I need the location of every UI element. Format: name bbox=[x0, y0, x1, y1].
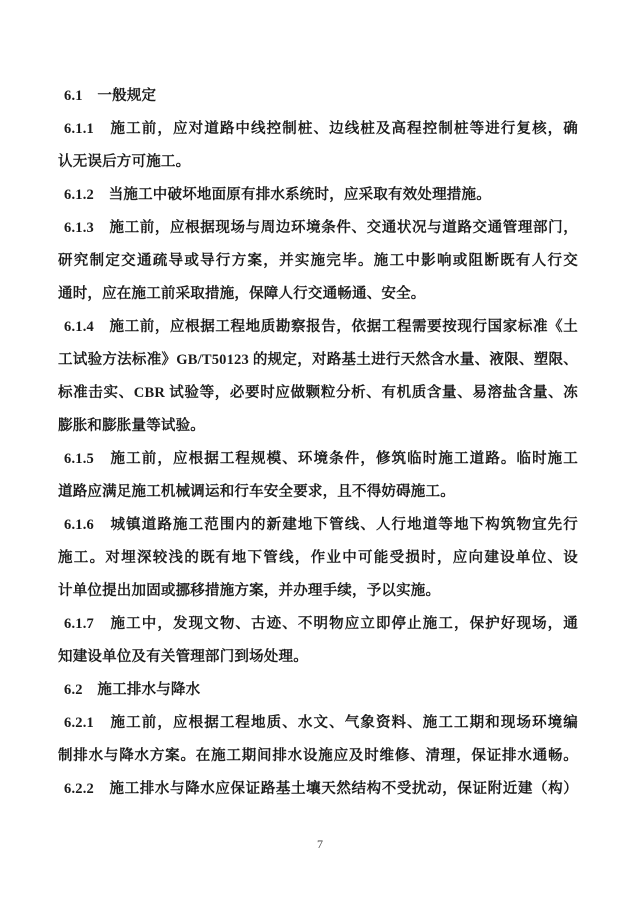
text-line: 道路应满足施工机械调运和行车安全要求，且不得妨碍施工。 bbox=[58, 484, 455, 500]
text-line: 6.2.2 施工排水与降水应保证路基土壤天然结构不受扰动，保证附近建（构） bbox=[64, 781, 578, 797]
text-line: 认无误后方可施工。 bbox=[58, 154, 191, 170]
text-line: 计单位提出加固或挪移措施方案，并办理手续，予以实施。 bbox=[58, 583, 441, 599]
document-body bbox=[58, 80, 578, 806]
text-line: 6.1.3 施工前，应根据现场与周边环境条件、交通状况与道路交通管理部门， bbox=[64, 220, 578, 236]
page-footer bbox=[0, 834, 640, 854]
section-heading: 6.1 一般规定 bbox=[64, 88, 157, 104]
text-line: 工试验方法标准》GB/T50123 的规定，对路基土进行天然含水量、液限、塑限、 bbox=[58, 352, 578, 368]
text-line: 通时，应在施工前采取措施，保障人行交通畅通、安全。 bbox=[58, 286, 426, 302]
text-line: 6.1.5 施工前，应根据工程规模、环境条件，修筑临时施工道路。临时施工 bbox=[64, 451, 578, 467]
text-line: 6.1.2 当施工中破坏地面原有排水系统时，应采取有效处理措施。 bbox=[64, 187, 491, 203]
text-line: 制排水与降水方案。在施工期间排水设施应及时维修、清理，保证排水通畅。 bbox=[58, 748, 578, 764]
text-line: 施工。对埋深较浅的既有地下管线，作业中可能受损时，应向建设单位、设 bbox=[58, 550, 578, 566]
text-line: 6.2.1 施工前，应根据工程地质、水文、气象资料、施工工期和现场环境编 bbox=[64, 715, 578, 731]
text-line: 膨胀和膨胀量等试验。 bbox=[58, 418, 205, 434]
text-line: 标准击实、CBR 试验等，必要时应做颗粒分析、有机质含量、易溶盐含量、冻 bbox=[58, 385, 578, 401]
text-line: 6.1.7 施工中，发现文物、古迹、不明物应立即停止施工，保护好现场，通 bbox=[64, 616, 578, 632]
page-number: 7 bbox=[317, 837, 323, 851]
section-heading: 6.2 施工排水与降水 bbox=[64, 682, 201, 698]
text-line: 6.1.6 城镇道路施工范围内的新建地下管线、人行地道等地下构筑物宜先行 bbox=[64, 517, 578, 533]
text-line: 6.1.1 施工前，应对道路中线控制桩、边线桩及高程控制桩等进行复核，确 bbox=[64, 121, 578, 137]
text-line: 研究制定交通疏导或导行方案，并实施完毕。施工中影响或阻断既有人行交 bbox=[58, 253, 578, 269]
text-line: 6.1.4 施工前，应根据工程地质勘察报告，依据工程需要按现行国家标准《土 bbox=[64, 319, 578, 335]
text-line: 知建设单位及有关管理部门到场处理。 bbox=[58, 649, 308, 665]
